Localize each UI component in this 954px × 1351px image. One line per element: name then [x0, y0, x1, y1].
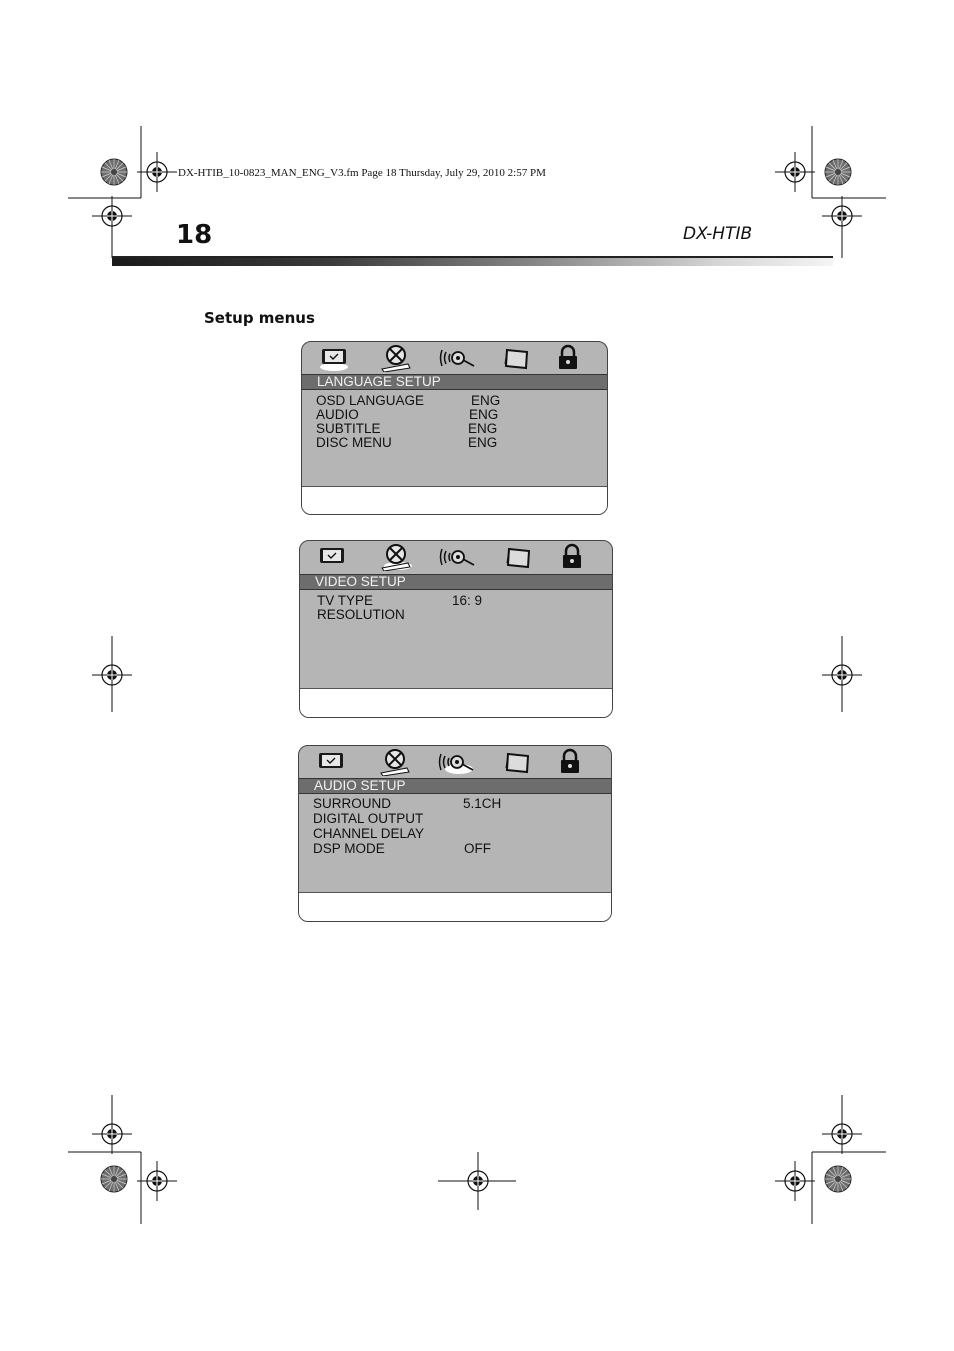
disc-icon[interactable]	[379, 748, 411, 776]
row-value-dsp-mode: OFF	[464, 841, 491, 856]
tv-icon[interactable]	[318, 344, 350, 372]
row-value-surround: 5.1CH	[463, 796, 502, 811]
screen-icon[interactable]	[502, 748, 534, 776]
menu-title: AUDIO SETUP	[314, 778, 406, 793]
screen-icon[interactable]	[501, 344, 533, 372]
row-label-audio[interactable]: AUDIO	[316, 407, 359, 422]
menu-title-bar	[299, 778, 611, 794]
menu-footer	[299, 892, 611, 921]
header-rule-line	[112, 256, 833, 258]
model-name: DX-HTIB	[683, 224, 753, 244]
file-info-line: DX-HTIB_10-0823_MAN_ENG_V3.fm Page 18 Thursday, July 29, 2010 2:57 PM	[178, 167, 546, 179]
menu-title-bar	[302, 374, 607, 390]
row-label-channel-delay[interactable]: CHANNEL DELAY	[313, 826, 425, 841]
speaker-icon[interactable]	[437, 748, 469, 776]
menu-icon-row	[302, 342, 607, 374]
row-label-disc-menu[interactable]: DISC MENU	[316, 435, 392, 450]
video-setup-menu	[299, 540, 613, 718]
row-label-osd-language[interactable]: OSD LANGUAGE	[316, 393, 425, 408]
disc-icon[interactable]	[380, 344, 412, 372]
lock-icon[interactable]	[552, 344, 584, 372]
menu-title: VIDEO SETUP	[315, 574, 406, 589]
row-value-disc-menu: ENG	[468, 435, 498, 450]
row-label-tv-type[interactable]: TV TYPE	[317, 593, 374, 608]
row-value-osd-language: ENG	[471, 393, 501, 408]
row-label-resolution[interactable]: RESOLUTION	[317, 607, 405, 622]
menu-footer	[302, 486, 607, 514]
language-setup-menu	[301, 341, 608, 515]
row-label-digital-output[interactable]: DIGITAL OUTPUT	[313, 811, 424, 826]
speaker-icon[interactable]	[438, 344, 470, 372]
lock-icon[interactable]	[554, 748, 586, 776]
disc-icon[interactable]	[380, 543, 412, 571]
menu-title-bar	[300, 574, 612, 590]
screen-icon[interactable]	[503, 543, 535, 571]
tv-icon[interactable]	[316, 543, 348, 571]
page-number: 18	[176, 220, 213, 250]
speaker-icon[interactable]	[438, 543, 470, 571]
tv-icon[interactable]	[315, 748, 347, 776]
row-label-subtitle[interactable]: SUBTITLE	[316, 421, 381, 436]
menu-icon-row	[299, 746, 611, 778]
audio-setup-menu	[298, 745, 612, 922]
row-value-subtitle: ENG	[468, 421, 498, 436]
menu-footer	[300, 688, 612, 717]
row-value-audio: ENG	[469, 407, 499, 422]
row-value-tv-type: 16: 9	[452, 593, 483, 608]
lock-icon[interactable]	[556, 543, 588, 571]
menu-icon-row	[300, 541, 612, 573]
menu-title: LANGUAGE SETUP	[317, 374, 441, 389]
row-label-dsp-mode[interactable]: DSP MODE	[313, 841, 385, 856]
section-title: Setup menus	[204, 309, 315, 327]
row-label-surround[interactable]: SURROUND	[313, 796, 392, 811]
